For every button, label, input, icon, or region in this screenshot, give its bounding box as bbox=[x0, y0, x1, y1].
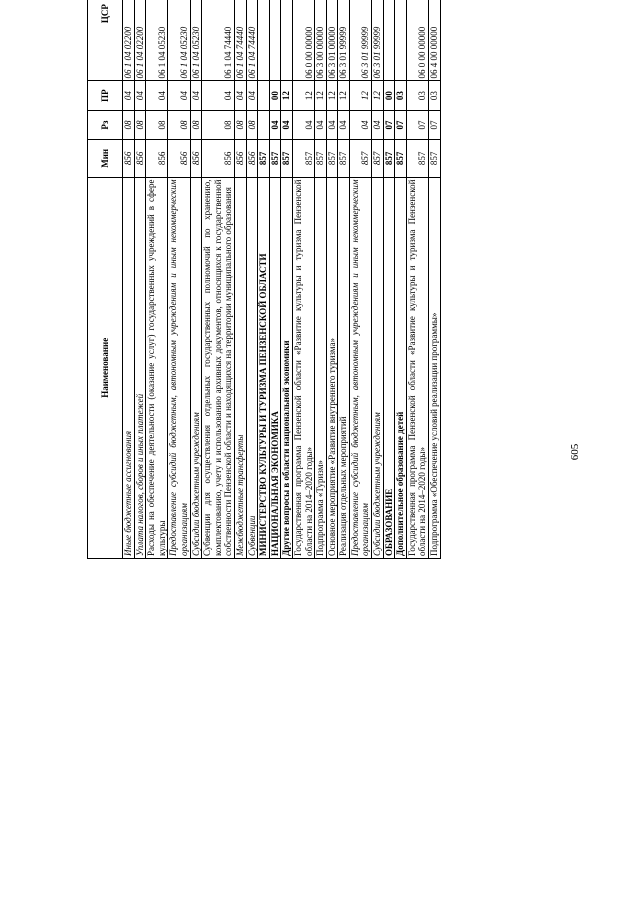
cell-pr: 03 bbox=[429, 81, 441, 110]
cell-csr: 06 3 01 99999 bbox=[338, 0, 350, 81]
cell-rz: 07 bbox=[383, 110, 395, 139]
cell-pr: 00 bbox=[269, 81, 281, 110]
table-row bbox=[395, 0, 407, 559]
cell-min: 857 bbox=[338, 140, 350, 177]
page-number: 605 bbox=[569, 443, 581, 461]
cell-rz: 04 bbox=[269, 110, 281, 139]
cell-name: Государственная программа Пензенской области «Развитие культуры и туризма Пензенской области на 2014–2020 годы» bbox=[292, 177, 314, 558]
table-row bbox=[246, 0, 258, 559]
cell-name: НАЦИОНАЛЬНАЯ ЭКОНОМИКА bbox=[269, 177, 281, 558]
cell-rz: 04 bbox=[315, 110, 327, 139]
cell-csr bbox=[281, 0, 293, 81]
cell-pr: 04 bbox=[134, 81, 146, 110]
cell-name: Субсидии бюджетным учреждениям bbox=[190, 177, 202, 558]
cell-pr: 12 bbox=[326, 81, 338, 110]
budget-table-container bbox=[87, 0, 587, 559]
cell-pr: 12 bbox=[349, 81, 371, 110]
cell-name: Основное мероприятие «Развитие внутреннего туризма» bbox=[326, 177, 338, 558]
table-row bbox=[234, 0, 246, 559]
cell-csr: 06 1 04 02200 bbox=[134, 0, 146, 81]
cell-rz: 07 bbox=[429, 110, 441, 139]
cell-name: ОБРАЗОВАНИЕ bbox=[383, 177, 395, 558]
cell-name: Субвенции для осуществления отдельных государственных полномочий по хранению, комплектованию, учету и использованию архивных документов, относящихся к государственной собственности Пензенской области и находящихся на территории муниципального образования bbox=[202, 177, 235, 558]
cell-name: Расходы на обеспечение деятельности (оказание услуг) государственных учреждений в сфере культуры bbox=[146, 177, 168, 558]
cell-name: Межбюджетные трансферты bbox=[234, 177, 246, 558]
cell-csr: 06 3 00 00000 bbox=[315, 0, 327, 81]
cell-min: 857 bbox=[292, 140, 314, 177]
cell-name: Подпрограмма «Туризм» bbox=[315, 177, 327, 558]
cell-rz: 08 bbox=[202, 110, 235, 139]
cell-csr: 06 1 04 74440 bbox=[202, 0, 235, 81]
table-row bbox=[338, 0, 350, 559]
table-row bbox=[146, 0, 168, 559]
cell-csr: 06 1 04 02200 bbox=[123, 0, 135, 81]
cell-name: МИНИСТЕРСТВО КУЛЬТУРЫ И ТУРИЗМА ПЕНЗЕНСКОЙ ОБЛАСТИ bbox=[258, 177, 270, 558]
table-row bbox=[326, 0, 338, 559]
cell-pr: 12 bbox=[292, 81, 314, 110]
cell-rz: 07 bbox=[395, 110, 407, 139]
cell-csr: 06 4 00 00000 bbox=[429, 0, 441, 81]
cell-rz: 08 bbox=[146, 110, 168, 139]
cell-min: 857 bbox=[315, 140, 327, 177]
table-row bbox=[269, 0, 281, 559]
cell-csr: 06 1 04 74440 bbox=[234, 0, 246, 81]
cell-pr: 03 bbox=[395, 81, 407, 110]
cell-csr: 06 1 04 74440 bbox=[246, 0, 258, 81]
cell-rz: 04 bbox=[292, 110, 314, 139]
cell-min: 856 bbox=[146, 140, 168, 177]
cell-csr: 06 1 04 05230 bbox=[168, 0, 190, 81]
cell-pr: 04 bbox=[190, 81, 202, 110]
cell-min: 857 bbox=[383, 140, 395, 177]
table-row bbox=[406, 0, 428, 559]
cell-min: 856 bbox=[168, 140, 190, 177]
table-row bbox=[281, 0, 293, 559]
cell-min: 857 bbox=[372, 140, 384, 177]
cell-name: Дополнительное образование детей bbox=[395, 177, 407, 558]
cell-name: Предоставление субсидий бюджетным, автономным учреждениям и иным некоммерческим организациям bbox=[349, 177, 371, 558]
cell-name: Реализация отдельных мероприятий bbox=[338, 177, 350, 558]
cell-rz: 08 bbox=[168, 110, 190, 139]
header-name: Наименование bbox=[88, 177, 123, 558]
cell-rz: 04 bbox=[372, 110, 384, 139]
cell-min: 857 bbox=[281, 140, 293, 177]
cell-name: Предоставление субсидий бюджетным, автономным учреждениям и иным некоммерческим организациям bbox=[168, 177, 190, 558]
cell-pr: 04 bbox=[246, 81, 258, 110]
table-row bbox=[123, 0, 135, 559]
cell-csr: 06 0 00 00000 bbox=[292, 0, 314, 81]
cell-name: Субвенции bbox=[246, 177, 258, 558]
table-row bbox=[258, 0, 270, 559]
table-row bbox=[315, 0, 327, 559]
header-rz: Рз bbox=[88, 110, 123, 139]
cell-rz: 08 bbox=[123, 110, 135, 139]
cell-pr: 12 bbox=[372, 81, 384, 110]
cell-csr bbox=[269, 0, 281, 81]
cell-min: 856 bbox=[202, 140, 235, 177]
cell-min: 857 bbox=[406, 140, 428, 177]
cell-pr: 03 bbox=[406, 81, 428, 110]
rotated-table-frame bbox=[87, 4, 587, 871]
table-row bbox=[190, 0, 202, 559]
table-row bbox=[429, 0, 441, 559]
cell-rz: 04 bbox=[281, 110, 293, 139]
cell-rz: 08 bbox=[190, 110, 202, 139]
cell-min: 856 bbox=[190, 140, 202, 177]
table-row bbox=[372, 0, 384, 559]
cell-pr: 04 bbox=[123, 81, 135, 110]
cell-min: 857 bbox=[269, 140, 281, 177]
cell-min: 857 bbox=[326, 140, 338, 177]
header-pr: ПР bbox=[88, 81, 123, 110]
cell-pr: 12 bbox=[315, 81, 327, 110]
cell-rz: 04 bbox=[326, 110, 338, 139]
cell-pr: 04 bbox=[234, 81, 246, 110]
cell-name: Уплата налогов, сборов и иных платежей bbox=[134, 177, 146, 558]
cell-name: Подпрограмма «Обеспечение условий реализации программы» bbox=[429, 177, 441, 558]
cell-pr: 12 bbox=[338, 81, 350, 110]
cell-name: Другие вопросы в области национальной экономики bbox=[281, 177, 293, 558]
cell-rz: 04 bbox=[338, 110, 350, 139]
table-row bbox=[292, 0, 314, 559]
table-row bbox=[202, 0, 235, 559]
cell-min: 856 bbox=[246, 140, 258, 177]
cell-min: 857 bbox=[395, 140, 407, 177]
cell-name: Субсидии бюджетным учреждениям bbox=[372, 177, 384, 558]
table-row bbox=[383, 0, 395, 559]
cell-pr bbox=[258, 81, 270, 110]
table-row bbox=[168, 0, 190, 559]
cell-min: 856 bbox=[123, 140, 135, 177]
cell-min: 856 bbox=[134, 140, 146, 177]
header-csr: ЦСР bbox=[88, 0, 123, 81]
cell-pr: 04 bbox=[168, 81, 190, 110]
cell-csr: 06 3 01 99999 bbox=[372, 0, 384, 81]
cell-csr: 06 3 01 99999 bbox=[349, 0, 371, 81]
table-row bbox=[134, 0, 146, 559]
cell-csr bbox=[395, 0, 407, 81]
cell-csr: 06 1 04 05230 bbox=[190, 0, 202, 81]
cell-pr: 12 bbox=[281, 81, 293, 110]
cell-pr: 00 bbox=[383, 81, 395, 110]
cell-pr: 04 bbox=[146, 81, 168, 110]
cell-min: 856 bbox=[234, 140, 246, 177]
table-body bbox=[123, 0, 441, 559]
cell-min: 857 bbox=[429, 140, 441, 177]
cell-csr: 06 3 01 00000 bbox=[326, 0, 338, 81]
cell-name: Государственная программа Пензенской области «Развитие культуры и туризма Пензенской области на 2014–2020 годы» bbox=[406, 177, 428, 558]
cell-csr: 06 1 04 05230 bbox=[146, 0, 168, 81]
cell-rz: 04 bbox=[349, 110, 371, 139]
cell-rz: 08 bbox=[246, 110, 258, 139]
cell-csr bbox=[258, 0, 270, 81]
cell-min: 857 bbox=[349, 140, 371, 177]
table-row bbox=[349, 0, 371, 559]
cell-min: 857 bbox=[258, 140, 270, 177]
budget-table bbox=[87, 0, 441, 559]
cell-csr: 06 0 00 00000 bbox=[406, 0, 428, 81]
cell-pr: 04 bbox=[202, 81, 235, 110]
cell-rz: 07 bbox=[406, 110, 428, 139]
header-min: Мин bbox=[88, 140, 123, 177]
cell-rz: 08 bbox=[134, 110, 146, 139]
cell-rz: 08 bbox=[234, 110, 246, 139]
cell-rz bbox=[258, 110, 270, 139]
cell-csr bbox=[383, 0, 395, 81]
header-row bbox=[88, 0, 123, 559]
cell-name: Иные бюджетные ассигнования bbox=[123, 177, 135, 558]
